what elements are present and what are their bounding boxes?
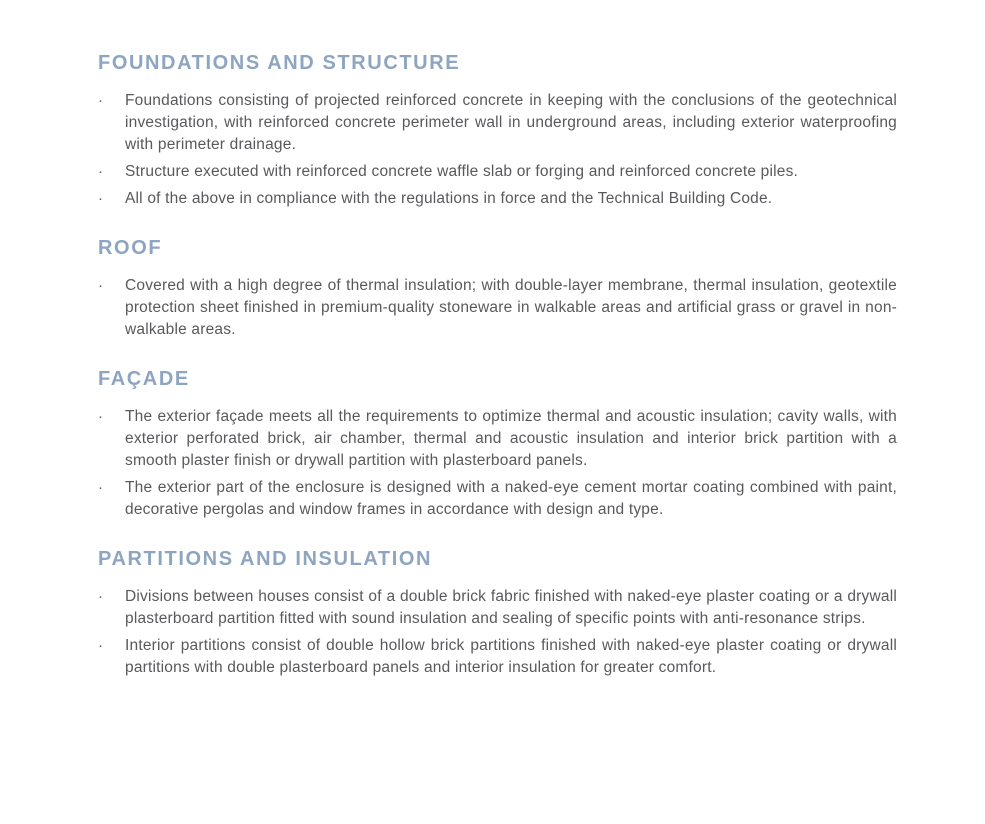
bullet-text: Divisions between houses consist of a double brick fabric finished with naked-eye plaster coating or a drywall plasterboard partition fitted with sound insulation and sealing of specific points with anti-resonance strips. xyxy=(125,588,897,627)
section-heading-facade: FAÇADE xyxy=(98,368,190,390)
bullet-dot-icon: · xyxy=(98,637,103,654)
list-item xyxy=(98,477,897,521)
list-item xyxy=(98,635,897,679)
bullet-list xyxy=(98,90,897,210)
section-heading-partitions: PARTITIONS AND INSULATION xyxy=(98,548,433,570)
bullet-text: Structure executed with reinforced concrete waffle slab or forging and reinforced concrete piles. xyxy=(125,163,799,180)
list-item xyxy=(98,188,897,210)
section-roof xyxy=(98,237,897,341)
bullet-text: All of the above in compliance with the regulations in force and the Technical Building Code. xyxy=(125,190,773,207)
bullet-list xyxy=(98,275,897,341)
list-item xyxy=(98,161,897,183)
bullet-dot-icon: · xyxy=(98,408,103,425)
section-facade xyxy=(98,368,897,521)
bullet-text: Covered with a high degree of thermal insulation; with double-layer membrane, thermal insulation, geotextile protection sheet finished in premium-quality stoneware in walkable areas and artificial grass or gravel in non-walkable areas. xyxy=(125,277,897,338)
list-item xyxy=(98,586,897,630)
section-heading-roof: ROOF xyxy=(98,237,163,259)
bullet-dot-icon: · xyxy=(98,190,103,207)
bullet-list xyxy=(98,406,897,521)
bullet-dot-icon: · xyxy=(98,277,103,294)
bullet-dot-icon: · xyxy=(98,588,103,605)
section-foundations-and-structure xyxy=(98,52,897,210)
bullet-dot-icon: · xyxy=(98,163,103,180)
list-item xyxy=(98,90,897,156)
section-partitions-and-insulation xyxy=(98,548,897,679)
list-item xyxy=(98,406,897,472)
section-heading-foundations: FOUNDATIONS AND STRUCTURE xyxy=(98,52,461,74)
bullet-text: Foundations consisting of projected reinforced concrete in keeping with the conclusions of the geotechnical investigation, with reinforced concrete perimeter wall in underground areas, including exterior waterproofing with perimeter drainage. xyxy=(125,92,897,153)
bullet-dot-icon: · xyxy=(98,92,103,109)
list-item xyxy=(98,275,897,341)
bullet-text: The exterior part of the enclosure is designed with a naked-eye cement mortar coating combined with paint, decorative pergolas and window frames in accordance with design and type. xyxy=(125,479,897,518)
bullet-text: The exterior façade meets all the requirements to optimize thermal and acoustic insulation; cavity walls, with exterior perforated brick, air chamber, thermal and acoustic insulation and interior brick partition with a smooth plaster finish or drywall partition with plasterboard panels. xyxy=(125,408,897,469)
bullet-list xyxy=(98,586,897,679)
bullet-text: Interior partitions consist of double hollow brick partitions finished with naked-eye plaster coating or drywall partitions with double plasterboard panels and interior insulation for greater comfort. xyxy=(125,637,897,676)
bullet-dot-icon: · xyxy=(98,479,103,496)
